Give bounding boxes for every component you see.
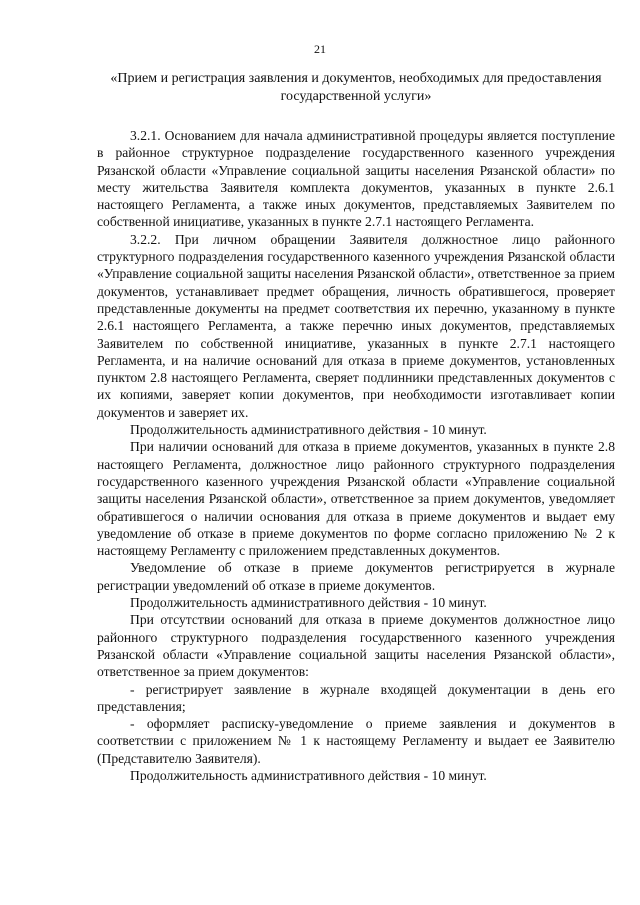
list-item-receipt: - оформляет расписку-уведомление о приеме заявления и документов в соответствии с приложением № 1 к настоящему Регламенту и выдает ее Заявителю (Представителю Заявителя). [97,716,615,766]
page-number: 21 [314,42,326,56]
section-heading: «Прием и регистрация заявления и документов, необходимых для предоставления государственной услуги» [110,71,602,104]
list-item-register: - регистрирует заявление в журнале входящей документации в день его представления; [97,681,615,714]
paragraph-refusal-registration: Уведомление об отказе в приеме документов регистрируется в журнале регистрации уведомлений об отказе в приеме документов. [97,560,615,593]
paragraph-duration-3: Продолжительность административного действия - 10 минут. [130,767,487,783]
document-body [97,127,615,784]
paragraph-refusal-grounds: При наличии оснований для отказа в приеме документов, указанных в пункте 2.8 настоящего Регламента, должностное лицо районного структурного подразделения государственного казенного учреждения Рязанской области «Управление социальной защиты населения Рязанской области», ответственное за прием документов, уведомляет обратившегося о наличии основания для отказа в приеме документов и выдает ему уведомление об отказе в приеме документов по форме согласно приложению № 2 к настоящему Регламенту с приложением представленных документов. [97,439,615,559]
paragraph-3-2-2: 3.2.2. При личном обращении Заявителя должностное лицо районного структурного подразделения государственного казенного учреждения Рязанской области «Управление социальной защиты населения Рязанской области», ответственное за прием документов, устанавливает предмет обращения, личность обратившегося, проверяет представленные документы на предмет соответствия их перечню, указанному в пункте 2.6.1 настоящего Регламента, а также перечню иных документов, представляемых Заявителем по собственной инициативе, указанных в пункте 2.7.1 настоящего Регламента, и на наличие оснований для отказа в приеме документов, установленных пунктом 2.8 настоящего Регламента, сверяет подлинники представленных документов с их копиями, заверяет копии документов, при необходимости изготавливает копии документов и заверяет их. [97,231,615,420]
paragraph-duration-1: Продолжительность административного действия - 10 минут. [130,422,487,438]
paragraph-no-grounds: При отсутствии оснований для отказа в приеме документов должностное лицо районного структурного подразделения государственного казенного учреждения Рязанской области «Управление социальной защиты населения Рязанской области», ответственное за прием документов: [97,612,615,680]
paragraph-3-2-1: 3.2.1. Основанием для начала административной процедуры является поступление в районное структурное подразделение государственного казенного учреждения Рязанской области «Управление социальной защиты населения Рязанской области» по месту жительства Заявителя комплекта документов, указанных в пункте 2.6.1 настоящего Регламента, а также иных документов, представляемых Заявителем по собственной инициативе, указанных в пункте 2.7.1 настоящего Регламента. [97,128,615,230]
paragraph-duration-2: Продолжительность административного действия - 10 минут. [130,595,487,611]
